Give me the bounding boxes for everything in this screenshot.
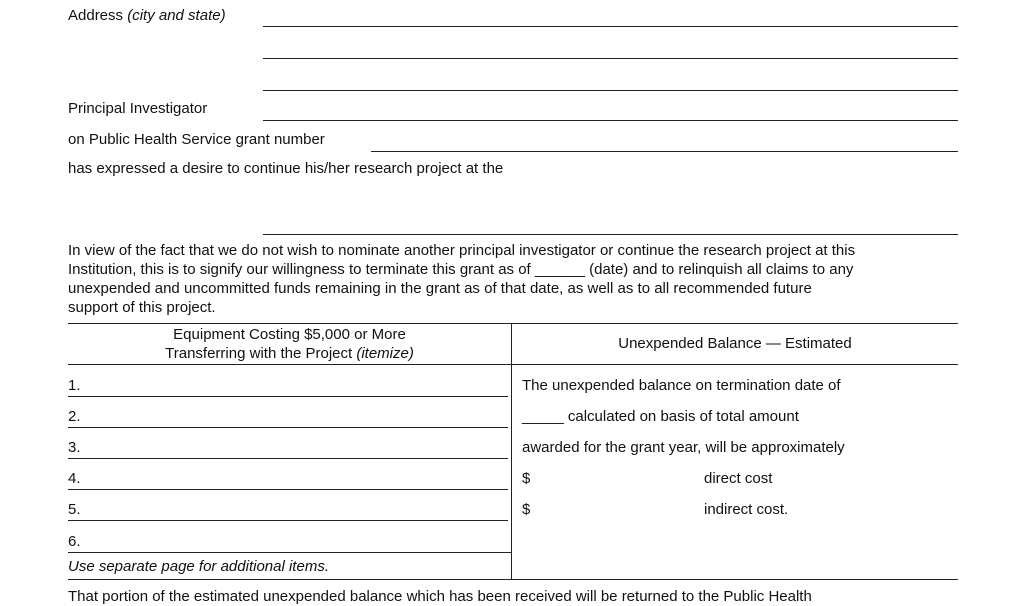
item-line-6[interactable]: [68, 552, 511, 553]
item-line-1[interactable]: [68, 396, 508, 397]
itemize-hint: (itemize): [356, 345, 414, 362]
item-line-2[interactable]: [68, 427, 508, 428]
item-number: 4.: [68, 470, 81, 487]
item-line-4[interactable]: [68, 489, 508, 490]
table-column-divider: [511, 323, 512, 580]
table-top-border: [68, 323, 958, 324]
paragraph-line: unexpended and uncommitted funds remaining in the grant as of that date, as well as to all recommended future: [68, 280, 812, 297]
item-number: 2.: [68, 408, 81, 425]
termination-paragraph: [68, 241, 958, 318]
balance-line-3: awarded for the grant year, will be approximately: [522, 439, 845, 456]
balance-header: Unexpended Balance — Estimated: [618, 335, 852, 352]
paragraph-line: Institution, this is to signify our willingness to terminate this grant as of ______ (date) and to relinquish all claims to any: [68, 261, 854, 278]
return-funds-text: That portion of the estimated unexpended balance which has been received will be returned to the Public Health: [68, 588, 812, 605]
grant-number-line[interactable]: [371, 151, 958, 152]
balance-line-1: The unexpended balance on termination date of: [522, 377, 841, 394]
grant-label: on Public Health Service grant number: [68, 131, 325, 148]
address-line-1[interactable]: [263, 26, 958, 27]
indirect-cost-label: indirect cost.: [704, 501, 789, 518]
pi-line[interactable]: [263, 120, 958, 121]
item-number: 3.: [68, 439, 81, 456]
desire-text: has expressed a desire to continue his/her research project at the: [68, 160, 504, 177]
paragraph-line: In view of the fact that we do not wish to nominate another principal investigator or continue the research project at this: [68, 242, 856, 259]
address-hint: (city and state): [127, 7, 226, 24]
paragraph-line: support of this project.: [68, 299, 216, 316]
item-number: 5.: [68, 501, 81, 518]
direct-dollar-sign: $: [522, 470, 531, 487]
equipment-header: Equipment Costing $5,000 or More Transferring with the Project (itemize): [165, 326, 414, 362]
item-number: 1.: [68, 377, 81, 394]
address-line-3[interactable]: [263, 90, 958, 91]
table-header-border: [68, 364, 958, 365]
address-line-2[interactable]: [263, 58, 958, 59]
indirect-dollar-sign: $: [522, 501, 531, 518]
pi-label: Principal Investigator: [68, 100, 208, 117]
balance-line-2: _____ calculated on basis of total amount: [522, 408, 799, 425]
table-bottom-border: [68, 579, 958, 580]
direct-cost-label: direct cost: [704, 470, 773, 487]
item-line-3[interactable]: [68, 458, 508, 459]
address-label: Address (city and state): [68, 7, 226, 24]
additional-items-note: Use separate page for additional items.: [68, 558, 329, 575]
item-line-5[interactable]: [68, 520, 508, 521]
item-number: 6.: [68, 533, 81, 550]
institution-line[interactable]: [263, 234, 958, 235]
